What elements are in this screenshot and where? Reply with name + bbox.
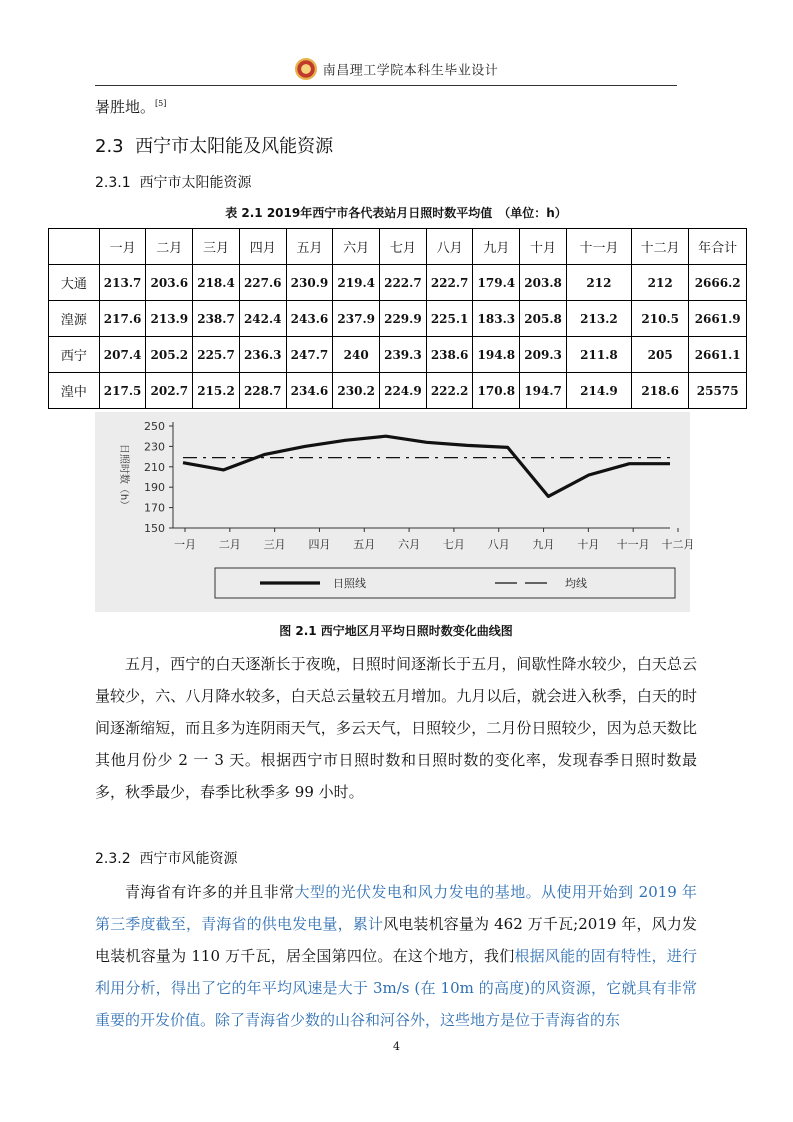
subsection-heading-1 <box>95 172 252 192</box>
y-tick-label: 250 <box>144 420 165 433</box>
table-row-label: 湟中 <box>49 373 100 409</box>
wind-text-2: 大型的光伏发电和风力发电的基地。从使用开始到 2019 年第三季度截至，青海省的供电发电量，累计 <box>95 883 697 933</box>
page-number: 4 <box>393 1040 400 1053</box>
table-cell: 205.8 <box>520 301 567 337</box>
figure-caption: 图 2.1 西宁地区月平均日照时数变化曲线图 <box>279 624 513 638</box>
table-cell: 213.7 <box>99 265 146 301</box>
y-tick-label: 230 <box>144 440 165 454</box>
header-title: 南昌理工学院本科生毕业设计 <box>322 63 499 79</box>
y-axis-label: 日照时数（h） <box>118 443 129 511</box>
table-cell: 215.2 <box>193 373 240 409</box>
subsection-heading-2 <box>95 848 238 868</box>
intro-line <box>95 88 697 123</box>
table-header-cell <box>49 229 100 265</box>
subsection-number: 2.3.2 <box>95 851 131 867</box>
table-row <box>49 301 747 337</box>
subsection-title: 西宁市风能资源 <box>139 851 238 867</box>
table-cell: 240 <box>333 337 380 373</box>
table-row-label: 湟源 <box>49 301 100 337</box>
section-title: 西宁市太阳能及风能资源 <box>135 136 334 157</box>
table-cell: 247.7 <box>286 337 333 373</box>
table-cell: 2661.1 <box>689 337 747 373</box>
table-header-cell: 十月 <box>520 229 567 265</box>
table-header-cell: 六月 <box>333 229 380 265</box>
table-cell: 212 <box>632 265 689 301</box>
table-row-label: 大通 <box>49 265 100 301</box>
x-tick-label: 三月 <box>263 538 286 551</box>
page-header <box>0 58 793 80</box>
sunshine-table <box>48 228 747 409</box>
table-row <box>49 337 747 373</box>
x-tick-label: 一月 <box>174 538 196 551</box>
x-tick-label: 十一月 <box>616 538 650 551</box>
x-tick-label: 六月 <box>398 538 421 551</box>
table-cell: 230.2 <box>333 373 380 409</box>
table-cell: 212 <box>566 265 631 301</box>
table-cell: 194.8 <box>473 337 520 373</box>
table-cell: 222.7 <box>426 265 473 301</box>
wind-text-1: 青海省有许多的并且非常 <box>125 883 295 901</box>
table-cell: 183.3 <box>473 301 520 337</box>
y-tick-label: 190 <box>144 481 165 495</box>
line-chart-svg <box>95 412 695 612</box>
table-cell: 236.3 <box>239 337 286 373</box>
table-header-cell: 八月 <box>426 229 473 265</box>
citation-ref: [5] <box>155 99 167 108</box>
table-header-cell: 七月 <box>380 229 427 265</box>
table-cell: 213.2 <box>566 301 631 337</box>
wind-text-4: 根据风能的固有特性，进行利用分析，得出了它的年平均风速是大于 3m/s (在 10m 的高度)的风资源，它就具有非常重要的开发价值。除了青海省少数的山谷和河谷外，这些地方是位于青海省的东 <box>95 947 697 1029</box>
sunshine-line <box>183 436 670 496</box>
legend-label-mean: 均线 <box>565 577 587 590</box>
table-cell: 25575 <box>689 373 747 409</box>
table-cell: 213.9 <box>146 301 193 337</box>
x-tick-label: 四月 <box>308 538 331 551</box>
table-row <box>49 373 747 409</box>
header-rule <box>95 85 677 86</box>
table-header-row <box>49 229 747 265</box>
table-cell: 217.6 <box>99 301 146 337</box>
table-cell: 229.9 <box>380 301 427 337</box>
table-cell: 211.8 <box>566 337 631 373</box>
table-cell: 205 <box>632 337 689 373</box>
x-tick-label: 五月 <box>353 538 376 551</box>
table-cell: 218.6 <box>632 373 689 409</box>
y-tick-label: 210 <box>144 460 165 474</box>
table-cell: 2666.2 <box>689 265 747 301</box>
x-tick-label: 二月 <box>218 538 241 551</box>
table-cell: 225.1 <box>426 301 473 337</box>
table-cell: 219.4 <box>333 265 380 301</box>
university-logo-icon <box>295 58 317 80</box>
table-header-cell: 年合计 <box>689 229 747 265</box>
table-header-cell: 三月 <box>193 229 240 265</box>
table-cell: 209.3 <box>520 337 567 373</box>
table-cell: 202.7 <box>146 373 193 409</box>
table-header-cell: 二月 <box>146 229 193 265</box>
x-tick-label: 十月 <box>577 538 600 551</box>
table-row <box>49 265 747 301</box>
table-cell: 210.5 <box>632 301 689 337</box>
table-cell: 207.4 <box>99 337 146 373</box>
table-cell: 203.6 <box>146 265 193 301</box>
table-header-cell: 四月 <box>239 229 286 265</box>
table-cell: 203.8 <box>520 265 567 301</box>
table-header-cell: 十二月 <box>632 229 689 265</box>
section-number: 2.3 <box>95 136 124 157</box>
table-cell: 218.4 <box>193 265 240 301</box>
y-tick-label: 150 <box>144 522 165 535</box>
x-tick-label: 十二月 <box>661 538 695 551</box>
table-cell: 194.7 <box>520 373 567 409</box>
paragraph-wind <box>95 876 697 1036</box>
section-heading <box>95 132 333 158</box>
table-cell: 222.7 <box>380 265 427 301</box>
table-cell: 214.9 <box>566 373 631 409</box>
table-cell: 228.7 <box>239 373 286 409</box>
legend-label-sunshine: 日照线 <box>333 577 366 590</box>
table-cell: 222.2 <box>426 373 473 409</box>
table-cell: 239.3 <box>380 337 427 373</box>
table-header-cell: 一月 <box>99 229 146 265</box>
table-caption: 表 2.1 2019年西宁市各代表站月日照时数平均值 （单位：h） <box>225 206 567 220</box>
x-tick-label: 七月 <box>442 538 465 551</box>
table-row-label: 西宁 <box>49 337 100 373</box>
table-cell: 238.6 <box>426 337 473 373</box>
table-cell: 227.6 <box>239 265 286 301</box>
table-cell: 242.4 <box>239 301 286 337</box>
sunshine-chart <box>95 412 695 612</box>
table-header-cell: 五月 <box>286 229 333 265</box>
x-tick-label: 八月 <box>487 538 510 551</box>
table-cell: 170.8 <box>473 373 520 409</box>
table-header-cell: 十一月 <box>566 229 631 265</box>
intro-text: 暑胜地。 <box>95 98 156 116</box>
paragraph-solar: 五月，西宁的白天逐渐长于夜晚，日照时间逐渐长于五月，间歇性降水较少，白天总云量较少，六、八月降水较多，白天总云量较五月增加。九月以后，就会进入秋季，白天的时间逐渐缩短，而且多为连阴雨天气，多云天气，日照较少，二月份日照较少，因为总天数比其他月份少 2 一 3 天。根据西宁市日照时数和日照时数的变化率，发现春季日照时数最多，秋季最少，春季比秋季多 99 小时。 <box>95 655 697 801</box>
wind-text-3: 风电装机容量为 462 万千瓦;2019 年，风力发电装机容量为 110 万千瓦，居全国第四位。在这个地方，我们 <box>95 915 697 965</box>
subsection-title: 西宁市太阳能资源 <box>139 175 252 191</box>
table-cell: 225.7 <box>193 337 240 373</box>
subsection-number: 2.3.1 <box>95 175 131 191</box>
table-cell: 237.9 <box>333 301 380 337</box>
table-cell: 217.5 <box>99 373 146 409</box>
table-cell: 205.2 <box>146 337 193 373</box>
y-tick-label: 170 <box>144 501 165 515</box>
table-cell: 179.4 <box>473 265 520 301</box>
table-cell: 224.9 <box>380 373 427 409</box>
table-cell: 243.6 <box>286 301 333 337</box>
table-cell: 238.7 <box>193 301 240 337</box>
table-header-cell: 九月 <box>473 229 520 265</box>
table-cell: 2661.9 <box>689 301 747 337</box>
table-cell: 234.6 <box>286 373 333 409</box>
x-tick-label: 九月 <box>532 538 555 551</box>
table-cell: 230.9 <box>286 265 333 301</box>
